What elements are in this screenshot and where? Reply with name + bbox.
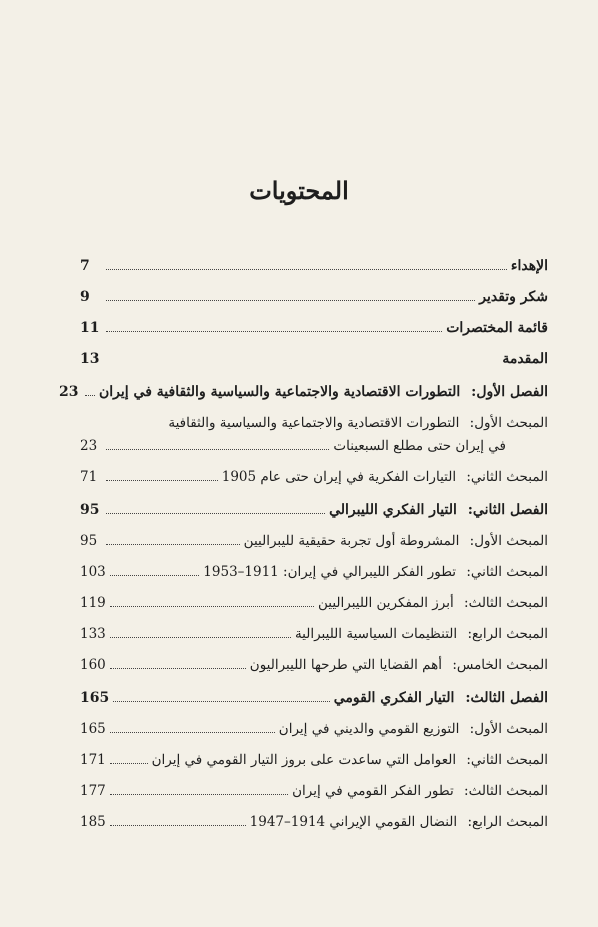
toc-section-entry [80, 624, 548, 644]
entry-label-continued: في إيران حتى مطلع السبعينات [333, 438, 506, 454]
page-title: المحتويات [249, 176, 349, 205]
leader-dots [106, 300, 475, 301]
entry-label: النضال القومي الإيراني 1914–1947 [249, 814, 458, 830]
entry-label: التيار الفكري الليبرالي [329, 502, 457, 518]
entry-prefix: الفصل الثالث: [465, 690, 548, 706]
entry-prefix: المبحث الثاني: [466, 469, 548, 485]
toc-chapter-entry [80, 500, 548, 520]
entry-page: 7 [80, 258, 90, 274]
entry-label: العوامل التي ساعدت على بروز التيار القومي في إيران [151, 752, 457, 768]
toc-section-entry [80, 750, 548, 770]
entry-label: شكر وتقدير [479, 289, 548, 305]
entry-prefix: المبحث الثاني: [466, 752, 548, 768]
table-of-contents [59, 256, 548, 843]
toc-section-entry [80, 413, 548, 456]
leader-dots [110, 606, 314, 607]
toc-entry [80, 318, 548, 338]
entry-label: التوزيع القومي والديني في إيران [278, 721, 460, 737]
toc-section-entry [80, 562, 548, 582]
entry-label: تطور الفكر الليبرالي في إيران: 1911–1953 [203, 564, 457, 580]
leader-dots [106, 269, 507, 270]
entry-page: 119 [80, 595, 106, 611]
entry-label: المشروطة أول تجربة حقيقية لليبراليين [243, 533, 460, 549]
toc-chapter-entry [59, 382, 548, 402]
entry-prefix: المبحث الثاني: [466, 564, 548, 580]
toc-section-entry [80, 812, 548, 832]
entry-label: أبرز المفكرين الليبراليين [318, 595, 454, 611]
entry-prefix: المبحث الأول: [469, 721, 548, 737]
entry-page: 95 [80, 502, 100, 518]
toc-chapter-entry [80, 688, 548, 708]
entry-prefix: المبحث الخامس: [452, 657, 548, 673]
leader-dots [106, 331, 442, 332]
entry-prefix: المبحث الرابع: [467, 626, 548, 642]
toc-section-entry [80, 719, 548, 739]
entry-prefix: الفصل الأول: [471, 384, 548, 400]
entry-page: 13 [80, 351, 100, 367]
leader-dots [106, 544, 240, 545]
entry-page: 95 [80, 533, 98, 549]
entry-label: التطورات الاقتصادية والاجتماعية والسياسية والثقافية [168, 415, 460, 431]
entry-label: التطورات الاقتصادية والاجتماعية والسياسية والثقافية في إيران [99, 384, 461, 400]
entry-label: التنظيمات السياسية الليبرالية [294, 626, 458, 642]
entry-prefix: المبحث الثالث: [464, 783, 548, 799]
entry-label: قائمة المختصرات [446, 320, 548, 336]
entry-prefix: المبحث الأول: [469, 415, 548, 431]
entry-page: 103 [80, 564, 106, 580]
entry-prefix: الفصل الثاني: [467, 502, 548, 518]
entry-label: تطور الفكر القومي في إيران [292, 783, 454, 799]
entry-page: 171 [80, 752, 106, 768]
leader-dots [106, 480, 218, 481]
entry-page: 71 [80, 469, 98, 485]
leader-dots [110, 637, 291, 638]
entry-page: 185 [80, 814, 106, 830]
entry-page: 23 [59, 384, 79, 400]
leader-dots [106, 449, 329, 450]
entry-label: الإهداء [510, 258, 548, 274]
entry-label: التيارات الفكرية في إيران حتى عام 1905 [221, 469, 457, 485]
entry-page: 165 [80, 721, 106, 737]
toc-section-entry [80, 655, 548, 675]
leader-dots [110, 668, 246, 669]
toc-section-entry [80, 593, 548, 613]
toc-entry [80, 287, 548, 307]
leader-dots [85, 395, 95, 396]
entry-label: المقدمة [502, 351, 548, 367]
entry-page: 165 [80, 690, 110, 706]
entry-label: التيار الفكري القومي [333, 690, 455, 706]
entry-label: أهم القضايا التي طرحها الليبراليون [249, 657, 443, 673]
entry-prefix: المبحث الثالث: [464, 595, 548, 611]
toc-section-entry [80, 781, 548, 801]
entry-page: 11 [80, 320, 100, 336]
toc-entry [80, 256, 548, 276]
leader-dots [110, 575, 200, 576]
entry-page: 9 [80, 289, 90, 305]
toc-section-entry [80, 531, 548, 551]
leader-dots [110, 763, 148, 764]
toc-entry [80, 349, 548, 369]
leader-dots [110, 794, 288, 795]
entry-prefix: المبحث الرابع: [467, 814, 548, 830]
entry-page: 177 [80, 783, 106, 799]
toc-section-entry [80, 467, 548, 487]
entry-page: 160 [80, 657, 106, 673]
leader-dots [106, 513, 325, 514]
leader-dots [113, 701, 330, 702]
leader-dots [110, 825, 246, 826]
entry-page: 23 [80, 438, 98, 454]
entry-prefix: المبحث الأول: [469, 533, 548, 549]
leader-dots [110, 732, 275, 733]
entry-page: 133 [80, 626, 106, 642]
